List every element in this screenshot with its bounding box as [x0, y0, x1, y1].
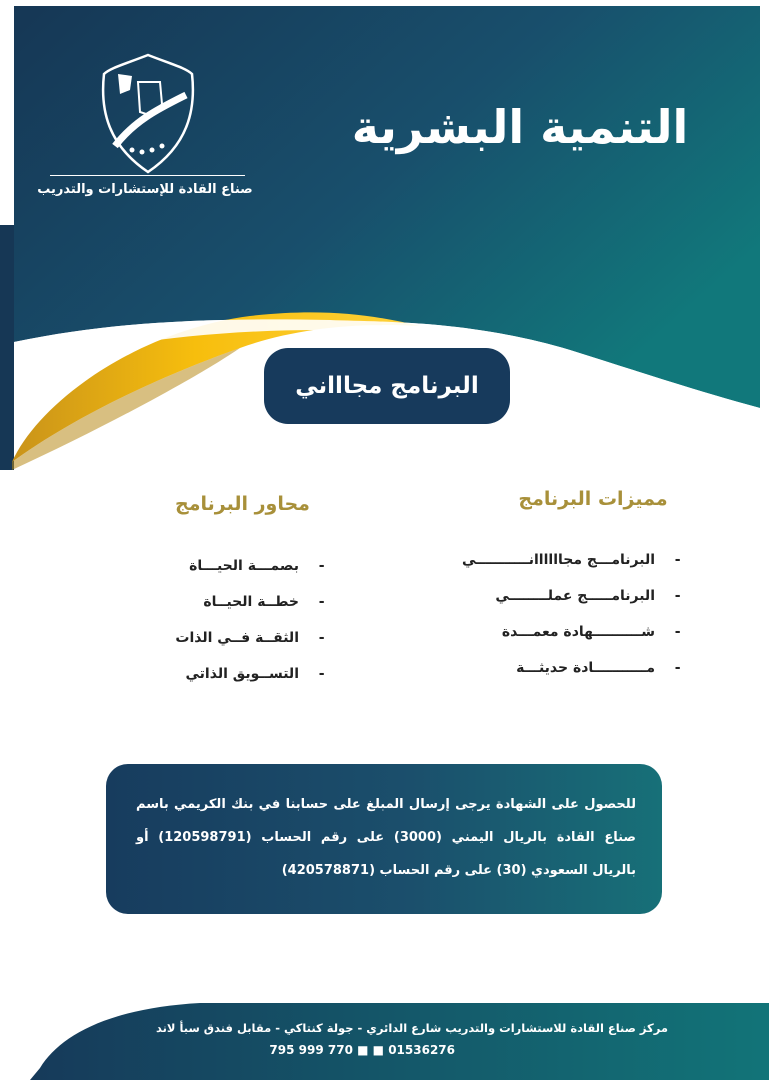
logo-caption: صناع القادة للإستشارات والتدريب — [37, 182, 253, 197]
list-dash: - — [674, 624, 681, 640]
logo-divider — [50, 175, 245, 176]
axis-text: التســويق الذاتي — [185, 666, 299, 682]
list-dash: - — [318, 558, 325, 574]
left-edge — [0, 225, 14, 470]
list-item — [105, 620, 325, 656]
axis-text: بصمـــة الحيـــاة — [189, 558, 299, 574]
list-item — [421, 542, 681, 578]
axis-text: الثقــة فــي الذات — [175, 630, 299, 646]
list-item — [421, 578, 681, 614]
list-item — [105, 548, 325, 584]
list-dash: - — [674, 660, 681, 676]
list-item — [421, 614, 681, 650]
certificate-text: للحصول على الشهادة يرجى إرسال المبلغ على حسابنا في بنك الكريمي باسم صناع القادة بالريال اليمني (3000) على رقم الحساب (120598791) أو بالريال السعودي (30) على رقم الحساب (420578871) — [136, 797, 636, 878]
axes-list — [105, 548, 325, 692]
features-list — [421, 542, 681, 686]
list-item — [105, 656, 325, 692]
footer-band — [30, 1003, 769, 1080]
list-dash: - — [318, 630, 325, 646]
feature-text: شــــــــــهادة معمـــدة — [501, 624, 655, 640]
footer-phones: 01536276 ■ ■ 770 999 795 — [269, 1043, 455, 1057]
list-item — [421, 650, 681, 686]
list-dash: - — [674, 552, 681, 568]
features-heading: مميزات البرنامج — [518, 488, 668, 510]
feature-text: البرنامـــج مجاااااانـــــــــــي — [461, 552, 655, 568]
axes-heading: محاور البرنامج — [175, 493, 310, 515]
feature-text: مـــــــــــادة حديثـــة — [516, 660, 655, 676]
free-program-label: البرنامج مجاااني — [295, 373, 479, 399]
list-dash: - — [674, 588, 681, 604]
footer-address: مركز صناع القادة للاستشارات والتدريب شارع الدائري - جولة كنتاكي - مقابل فندق سبأ لاند — [155, 1021, 668, 1035]
list-dash: - — [318, 666, 325, 682]
feature-text: البرنامـــــج عملــــــــي — [495, 588, 655, 604]
page-title: التنمية البشرية — [351, 100, 689, 154]
list-dash: - — [318, 594, 325, 610]
certificate-box — [106, 764, 662, 914]
axis-text: خطــة الحيــاة — [203, 594, 299, 610]
free-program-badge — [264, 348, 510, 424]
list-item — [105, 584, 325, 620]
